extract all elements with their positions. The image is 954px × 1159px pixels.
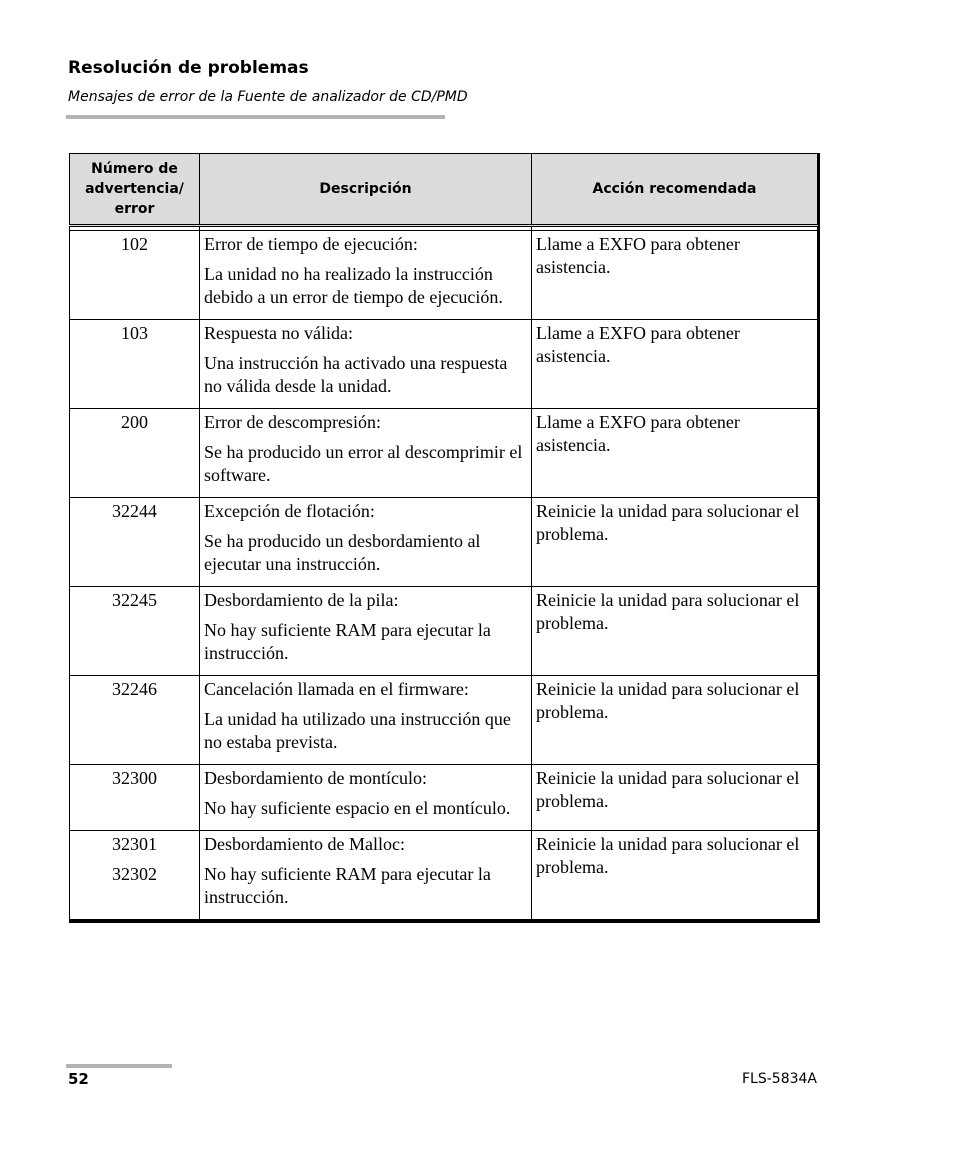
error-number: 32246 <box>112 679 157 699</box>
error-number: 32301 <box>112 834 157 854</box>
description-body: No hay suficiente RAM para ejecutar la instrucción. <box>204 620 491 663</box>
error-number: 32244 <box>112 501 157 521</box>
description-cell <box>200 587 532 676</box>
table-row <box>70 676 818 765</box>
description-body: No hay suficiente RAM para ejecutar la instrucción. <box>204 864 491 907</box>
description-title: Cancelación llamada en el firmware: <box>204 679 469 699</box>
description-title: Error de descompresión: <box>204 412 381 432</box>
description-body: Se ha producido un error al descomprimir el software. <box>204 442 523 485</box>
recommended-action-cell: Reinicie la unidad para solucionar el problema. <box>532 765 818 831</box>
document-code: FLS-5834A <box>742 1071 817 1087</box>
description-title: Desbordamiento de la pila: <box>204 590 399 610</box>
error-table <box>69 153 818 920</box>
description-body: No hay suficiente espacio en el montículo. <box>204 798 511 818</box>
table-row <box>70 409 818 498</box>
header-divider <box>66 115 445 119</box>
recommended-action-cell: Llame a EXFO para obtener asistencia. <box>532 320 818 409</box>
description-title: Excepción de flotación: <box>204 501 375 521</box>
table-row <box>70 765 818 831</box>
description-cell <box>200 765 532 831</box>
description-body: La unidad ha utilizado una instrucción que no estaba prevista. <box>204 709 511 752</box>
table-row <box>70 320 818 409</box>
error-number: 32302 <box>112 864 157 884</box>
footer-divider <box>66 1064 172 1068</box>
table-header-row <box>70 154 818 226</box>
table-body <box>70 226 818 920</box>
section-title: Resolución de problemas <box>68 58 309 78</box>
description-body: La unidad no ha realizado la instrucción debido a un error de tiempo de ejecución. <box>204 264 503 307</box>
description-cell <box>200 231 532 320</box>
error-number: 32245 <box>112 590 157 610</box>
table-row <box>70 231 818 320</box>
error-number-cell <box>70 409 200 498</box>
description-title: Respuesta no válida: <box>204 323 353 343</box>
table-row <box>70 587 818 676</box>
error-number-cell <box>70 498 200 587</box>
recommended-action-cell: Reinicie la unidad para solucionar el problema. <box>532 587 818 676</box>
error-number-cell <box>70 320 200 409</box>
error-number-cell <box>70 765 200 831</box>
recommended-action-cell: Llame a EXFO para obtener asistencia. <box>532 231 818 320</box>
error-number: 32300 <box>112 768 157 788</box>
error-number: 103 <box>121 323 148 343</box>
description-cell <box>200 320 532 409</box>
error-number-cell <box>70 231 200 320</box>
recommended-action-cell: Reinicie la unidad para solucionar el problema. <box>532 498 818 587</box>
error-number: 200 <box>121 412 148 432</box>
description-title: Error de tiempo de ejecución: <box>204 234 418 254</box>
description-cell <box>200 409 532 498</box>
table-row <box>70 831 818 920</box>
page-number: 52 <box>68 1070 89 1088</box>
description-cell <box>200 676 532 765</box>
error-number-cell <box>70 676 200 765</box>
description-cell <box>200 831 532 920</box>
error-number: 102 <box>121 234 148 254</box>
description-body: Una instrucción ha activado una respuesta no válida desde la unidad. <box>204 353 508 396</box>
recommended-action-cell: Reinicie la unidad para solucionar el problema. <box>532 831 818 920</box>
recommended-action-cell: Reinicie la unidad para solucionar el problema. <box>532 676 818 765</box>
error-number-cell <box>70 587 200 676</box>
error-number-cell <box>70 831 200 920</box>
error-table-container <box>69 153 820 923</box>
description-body: Se ha producido un desbordamiento al ejecutar una instrucción. <box>204 531 481 574</box>
description-title: Desbordamiento de Malloc: <box>204 834 405 854</box>
description-title: Desbordamiento de montículo: <box>204 768 427 788</box>
column-header-description: Descripción <box>200 154 532 226</box>
recommended-action-cell: Llame a EXFO para obtener asistencia. <box>532 409 818 498</box>
section-subtitle: Mensajes de error de la Fuente de analizador de CD/PMD <box>68 89 468 105</box>
description-cell <box>200 498 532 587</box>
column-header-number: Número de advertencia/ error <box>70 154 200 226</box>
column-header-action: Acción recomendada <box>532 154 818 226</box>
table-row <box>70 498 818 587</box>
